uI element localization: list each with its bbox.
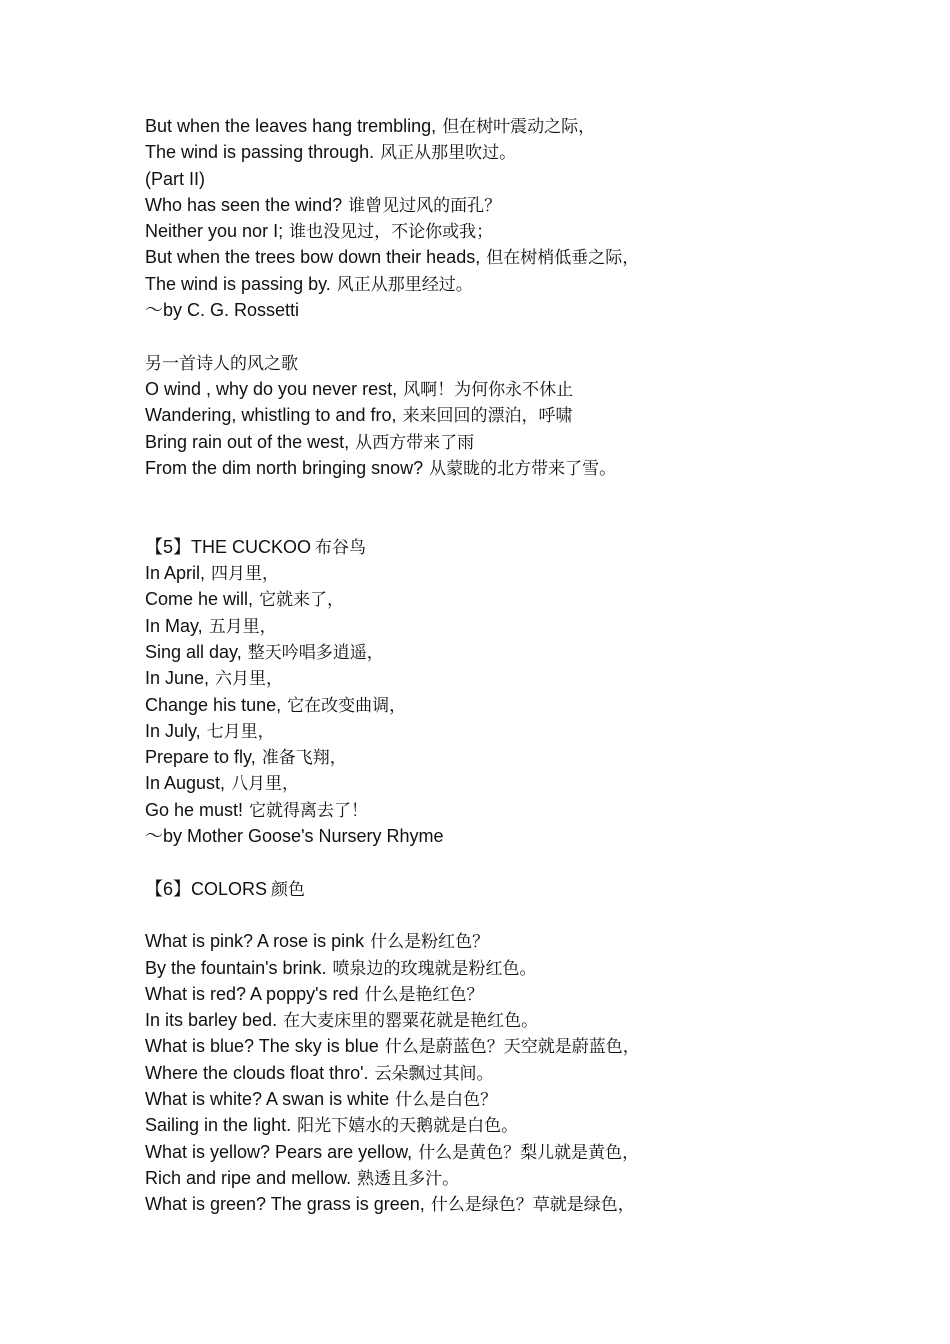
poem-line: Sing all day, 整天吟唱多逍遥， <box>145 641 384 663</box>
spacer <box>145 849 925 875</box>
poem-line: Prepare to fly, 准备飞翔， <box>145 747 347 769</box>
spacer <box>145 323 925 349</box>
poem-line: Change his tune, 它在改变曲调， <box>145 694 407 716</box>
document-page <box>145 113 925 1217</box>
poem-line: In its barley bed. 在大麦床里的罂粟花就是艳红色。 <box>145 1010 539 1032</box>
section-heading: 【6】COLORS 颜色 <box>145 878 306 900</box>
poem-line: O wind , why do you never rest, 风啊！为何你永不休止 <box>145 378 574 400</box>
poem-author: ～by Mother Goose's Nursery Rhyme <box>145 826 444 847</box>
poem-line: In May, 五月里， <box>145 615 277 637</box>
poem-line: In July, 七月里， <box>145 720 275 742</box>
poem-line: In June, 六月里， <box>145 668 284 690</box>
colors-section <box>145 876 925 1218</box>
poem-line: Come he will, 它就来了， <box>145 589 345 611</box>
wind-part2 <box>145 166 925 324</box>
poem-line: Go he must! 它就得离去了！ <box>145 799 369 821</box>
poem-line: By the fountain's brink. 喷泉边的玫瑰就是粉红色。 <box>145 957 537 979</box>
poem-author: ～by C. G. Rossetti <box>145 300 300 321</box>
poem-line: What is red? A poppy's red 什么是艳红色？ <box>145 983 484 1005</box>
poem-line: The wind is passing through. 风正从那里吹过。 <box>145 142 517 164</box>
poem-line: The wind is passing by. 风正从那里经过。 <box>145 273 473 295</box>
spacer <box>145 507 925 533</box>
spacer <box>145 481 925 507</box>
section-heading: (Part II) <box>145 168 206 189</box>
poem-line: Bring rain out of the west, 从西方带来了雨 <box>145 431 475 453</box>
section-heading: 另一首诗人的风之歌 <box>145 353 298 374</box>
poem-line: Wandering, whistling to and fro, 来来回回的漂泊，呼啸 <box>145 405 573 427</box>
poem-line: What is blue? The sky is blue 什么是蔚蓝色？天空就是蔚蓝色， <box>145 1036 640 1058</box>
another-poet-section <box>145 350 925 481</box>
poem-line: Neither you nor I; 谁也没见过，不论你或我； <box>145 221 494 243</box>
wind-part1-tail <box>145 113 925 166</box>
poem-line: From the dim north bringing snow? 从蒙眬的北方带来了雪。 <box>145 457 617 479</box>
poem-line: But when the leaves hang trembling, 但在树叶震动之际， <box>145 116 596 137</box>
poem-line: What is green? The grass is green, 什么是绿色？草就是绿色， <box>145 1194 635 1216</box>
poem-line: What is pink? A rose is pink 什么是粉红色？ <box>145 931 490 953</box>
poem-line: What is yellow? Pears are yellow, 什么是黄色？梨儿就是黄色， <box>145 1141 640 1163</box>
poem-line: In April, 四月里， <box>145 563 280 585</box>
poem-line: But when the trees bow down their heads, 但在树梢低垂之际， <box>145 247 640 269</box>
poem-line: Sailing in the light. 阳光下嬉水的天鹅就是白色。 <box>145 1115 519 1137</box>
poem-line: Who has seen the wind? 谁曾见过风的面孔？ <box>145 194 502 216</box>
section-heading: 【5】THE CUCKOO 布谷鸟 <box>145 536 367 558</box>
poem-line: Where the clouds float thro'. 云朵飘过其间。 <box>145 1062 494 1084</box>
spacer <box>145 902 925 928</box>
poem-line: In August, 八月里， <box>145 773 300 795</box>
poem-line: What is white? A swan is white 什么是白色？ <box>145 1088 498 1110</box>
cuckoo-section <box>145 534 925 850</box>
poem-line: Rich and ripe and mellow. 熟透且多汁。 <box>145 1167 460 1189</box>
